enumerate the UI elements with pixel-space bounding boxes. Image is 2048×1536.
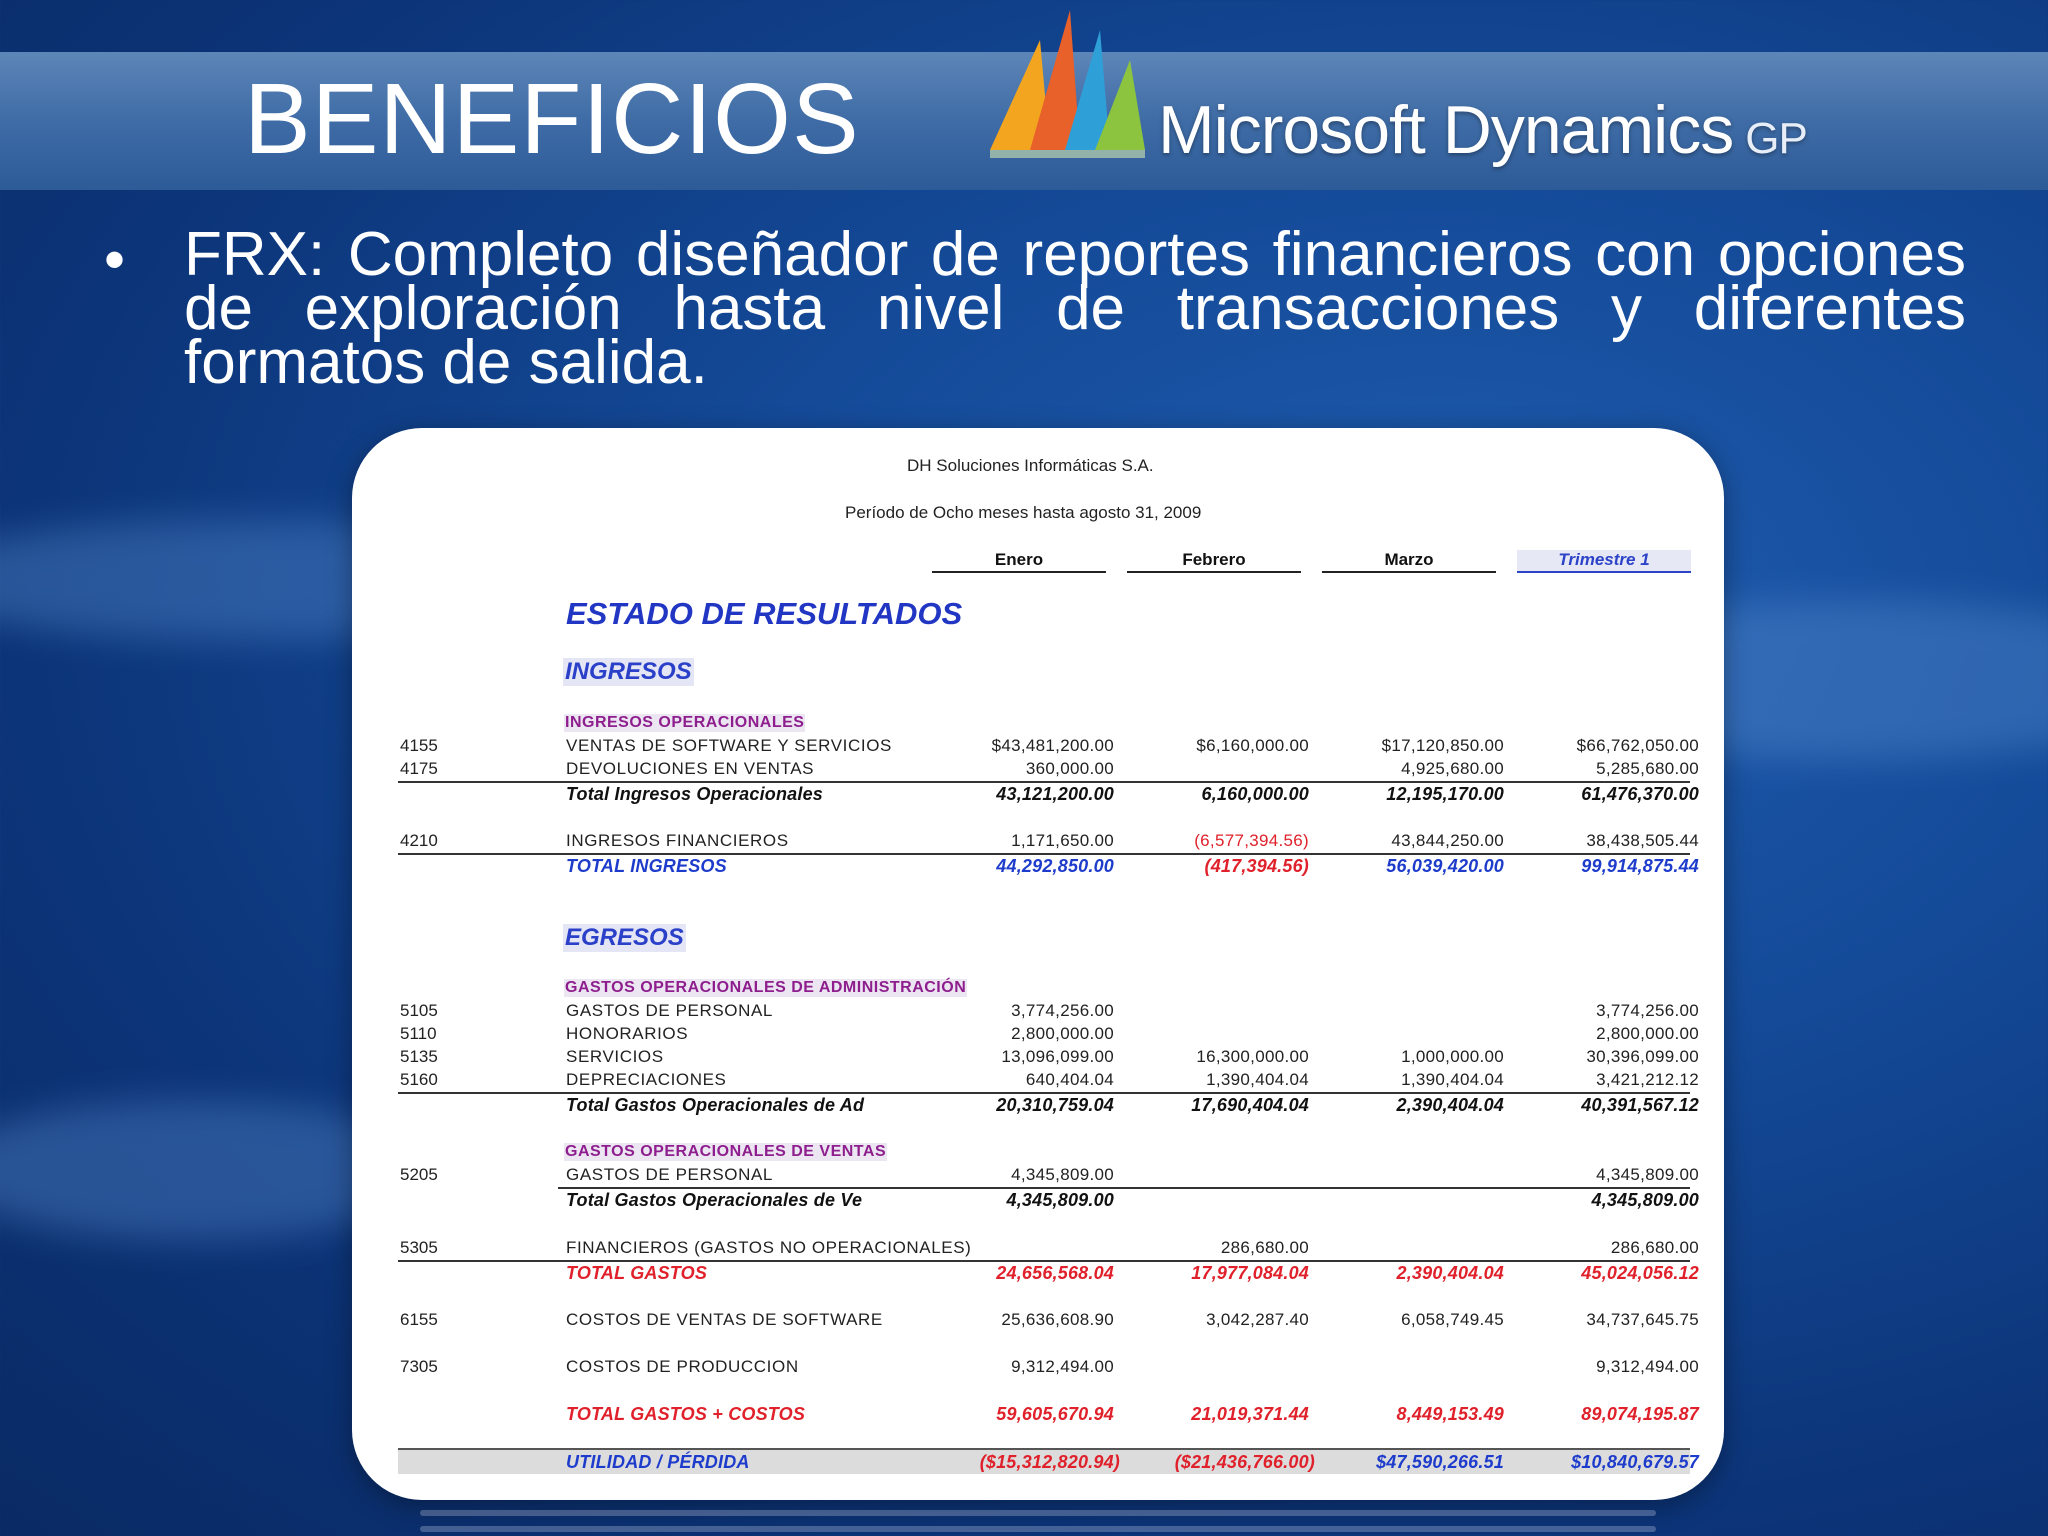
bullet-text: FRX: Completo diseñador de reportes financieros con opciones de exploración hasta nivel de transacciones y diferentes formatos de salida. (184, 220, 1966, 397)
section-egresos: EGRESOS (565, 924, 684, 951)
brand-name: Microsoft Dynamics GP (1158, 92, 1807, 168)
divider (558, 1187, 1690, 1189)
section-ingresos: INGRESOS (565, 658, 692, 685)
bullet-marker: • (104, 226, 126, 293)
divider (398, 1092, 1690, 1094)
divider (398, 781, 1690, 783)
divider (398, 1260, 1690, 1262)
statement-title: ESTADO DE RESULTADOS (566, 596, 963, 631)
report-company: DH Soluciones Informáticas S.A. (907, 456, 1154, 475)
col-header-marzo: Marzo (1322, 550, 1496, 573)
subsection-ingresos-op: INGRESOS OPERACIONALES (565, 714, 805, 731)
divider (398, 853, 1690, 855)
col-header-febrero: Febrero (1127, 550, 1301, 573)
subsection-gastos-admin: GASTOS OPERACIONALES DE ADMINISTRACIÓN (565, 979, 967, 996)
dynamics-logo-icon (970, 0, 1170, 160)
col-header-enero: Enero (932, 550, 1106, 573)
report-period: Período de Ocho meses hasta agosto 31, 2009 (845, 503, 1202, 522)
slide-title: BENEFICIOS (244, 63, 860, 175)
report-card: DH Soluciones Informáticas S.A. Período de Ocho meses hasta agosto 31, 2009 Enero Febrero Marzo Trimestre 1 ESTADO DE RESULTADOS INGRESOS INGRESOS OPERACIONALES 4155 VENTAS DE SOFTWARE Y SERVICIOS $43,481,200.00 $6,160,000.00 $17,120,850.00 $66,762,050.00 4175 DEVOLUCIONES EN VENTAS 360,000.00 4,925,680.00 5,285,680.00 Total Ingresos Operacionales 43,121,200.00 6,160,000.00 12,195,170.00 61,476,370.00 4210 INGRESOS FINANCIEROS 1,171,650.00 (6,577,394.56) 43,844,250.00 38,438,505.44 TOTAL INGRESOS 44,292,850.00 (417,394.56) 56,039,420.00 99,914,875.44 EGRESOS GASTOS OPERACIONALES DE ADMINISTRACIÓN 5105 GASTOS DE PERSONAL 3,774,256.00 3,774,256.00 5110 HONORARIOS 2,800,000.00 2,800,000.00 5135 SERVICIOS 13,096,099.00 16,300,000.00 1,000,000.00 30,396,099.00 5160 DEPRECIACIONES 640,404.04 1,390,404.04 1,390,404.04 3,421,212.12 Total Gastos Operacionales de Ad 20,310,759.04 17,690,404.04 2,390,404.04 40,391,567.12 GASTOS OPERACIONALES DE VENTAS 5205 GASTOS DE PERSONAL 4,345,809.00 4,345,809.00 Total Gastos Operacionales de Ve 4,345,809.00 4,345,809.00 5305 FINANCIEROS (GASTOS NO OPERACIONALES) 286,680.00 286,680.00 TOTAL GASTOS 24,656,568.04 17,977,084.04 2,390,404.04 45,024,056.12 6155 COSTOS DE VENTAS DE SOFTWARE 25,636,608.90 3,042,287.40 6,058,749.45 34,737,645.75 7305 COSTOS DE PRODUCCION 9,312,494.00 9,312,494.00 TOTAL GASTOS + COSTOS 59,605,670.94 21,019,371.44 8,449,153.49 89,074,195.87 UTILIDAD / PÉRDIDA ($15,312,820.94) ($21,436,766.00) $47,590,266.51 $10,840,679.57 (352, 428, 1724, 1500)
card-reflection (380, 1500, 1696, 1536)
col-header-trimestre: Trimestre 1 (1517, 550, 1691, 573)
subsection-gastos-ventas: GASTOS OPERACIONALES DE VENTAS (565, 1143, 887, 1160)
